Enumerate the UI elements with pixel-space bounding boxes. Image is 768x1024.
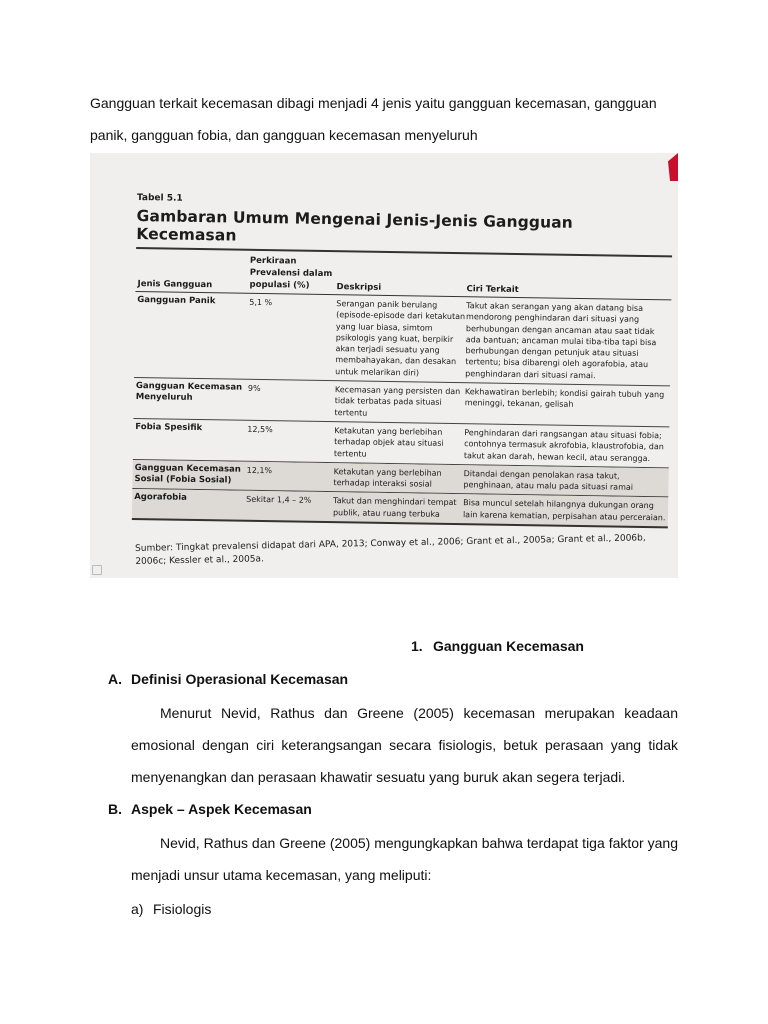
list-item-fisiologis — [131, 901, 211, 917]
header-jenis: Jenis Gangguan — [137, 279, 213, 291]
header-ciri: Ciri Terkait — [466, 284, 519, 296]
cell-deskripsi: Serangan panik berulang (episode-episode dari ketakutan yang luar biasa, simtom psikologis yang kuat, berpikir akan terjadi sesuatu yang membahayakan, dan desakan untuk melarikan diri) — [335, 299, 466, 378]
section-a-line-3: menyenangkan dan perasaan khawatir sesuatu yang buruk akan segera terjadi. — [131, 769, 626, 785]
section-b-letter: B. — [108, 801, 122, 817]
section-b-line-1: Nevid, Rathus dan Greene (2005) mengungkapkan bahwa terdapat tiga faktor yang — [160, 835, 678, 851]
section-a-line-1: Menurut Nevid, Rathus dan Greene (2005) kecemasan merupakan keadaan — [160, 705, 678, 721]
table-title: Gambaran Umum Mengenai Jenis-Jenis Gangguan Kecemasan — [136, 206, 574, 245]
anxiety-table — [132, 193, 673, 528]
cell-deskripsi: Kecemasan yang persisten dan tidak terbatas pada situasi tertentu — [334, 385, 461, 418]
cell-jenis: Gangguan Kecemasan Sosial (Fobia Sosial) — [134, 462, 241, 486]
cell-ciri: Takut akan serangan yang akan datang bisa mendorong penghindaran dari situasi yang berhubungan dengan ancaman atau saat tidak ada bantuan; ancaman mulai tiba-tiba tapi bisa berhubungan dengan petunjuk atau situasi tertentu; bisa dibarengi oleh agorafobia, atau penghindaran dari situasi ramai. — [465, 301, 657, 381]
red-bookmark-mark — [668, 153, 678, 181]
cell-deskripsi: Takut dan menghindari tempat publik, atau ruang terbuka — [332, 496, 457, 519]
list-item-text: Fisiologis — [153, 901, 212, 917]
section-b-title: Aspek – Aspek Kecemasan — [131, 801, 312, 817]
cell-jenis: Fobia Spesifik — [135, 421, 203, 434]
heading-gangguan-kecemasan — [411, 638, 584, 654]
cell-ciri: Bisa muncul setelah hilangnya dukungan orang lain karena kematian, perpisahan atau perceraian. — [462, 498, 666, 523]
intro-line-1: Gangguan terkait kecemasan dibagi menjadi 4 jenis yaitu gangguan kecemasan, gangguan — [90, 95, 657, 111]
section-a-letter: A. — [108, 671, 122, 687]
intro-line-2: panik, gangguan fobia, dan gangguan kecemasan menyeluruh — [90, 127, 478, 143]
section-b-line-2: menjadi unsur utama kecemasan, yang meliputi: — [131, 867, 432, 883]
table-row — [134, 292, 671, 386]
watermark-icon — [92, 565, 102, 575]
heading-number: 1. — [411, 638, 423, 654]
section-a-heading — [108, 671, 348, 687]
header-deskripsi: Deskripsi — [336, 282, 382, 293]
cell-prevalensi: Sekitar 1,4 – 2% — [246, 495, 312, 506]
cell-prevalensi: 12,5% — [247, 424, 273, 435]
cell-jenis: Agorafobia — [134, 492, 187, 504]
cell-ciri: Kekhawatiran berlebih; kondisi gairah tubuh yang meninggi, tekanan, gelisah — [464, 387, 665, 410]
section-a-line-2: emosional dengan ciri keterangsangan secara fisiologis, betuk perasaan yang tidak — [131, 737, 678, 753]
cell-ciri: Penghindaran dari rangsangan atau situasi fobia; contohnya termasuk akrofobia, klaustrofobia, dan takut akan darah, hewan kecil, atau serangga. — [463, 428, 664, 463]
cell-ciri: Ditandai dengan penolakan rasa takut, penghinaan, atau malu pada situasi ramai — [463, 469, 634, 492]
heading-text: Gangguan Kecemasan — [433, 638, 584, 654]
header-prevalensi: Perkiraan Prevalensi dalam populasi (%) — [249, 255, 333, 291]
cell-prevalensi: 5,1 % — [249, 297, 273, 308]
cell-prevalensi: 9% — [247, 383, 261, 394]
list-item-letter: a) — [131, 901, 144, 917]
section-b-heading — [108, 801, 312, 817]
cell-jenis: Gangguan Kecemasan Menyeluruh — [135, 381, 243, 404]
section-a-title: Definisi Operasional Kecemasan — [131, 671, 349, 687]
cell-prevalensi: 12,1% — [246, 465, 273, 476]
table-label: Tabel 5.1 — [136, 193, 183, 204]
cell-jenis: Gangguan Panik — [137, 295, 216, 307]
cell-deskripsi: Ketakutan yang berlebihan terhadap objek atau situasi tertentu — [333, 426, 444, 459]
table-photo — [90, 153, 678, 578]
cell-deskripsi: Ketakutan yang berlebihan terhadap interaksi sosial — [333, 466, 442, 489]
table-source-note: Sumber: Tingkat prevalensi didapat dari APA, 2013; Conway et al., 2006; Grant et al., 2005a; Grant et al., 2006b, 2006c; Kessler et al., 2005a. — [135, 533, 646, 567]
